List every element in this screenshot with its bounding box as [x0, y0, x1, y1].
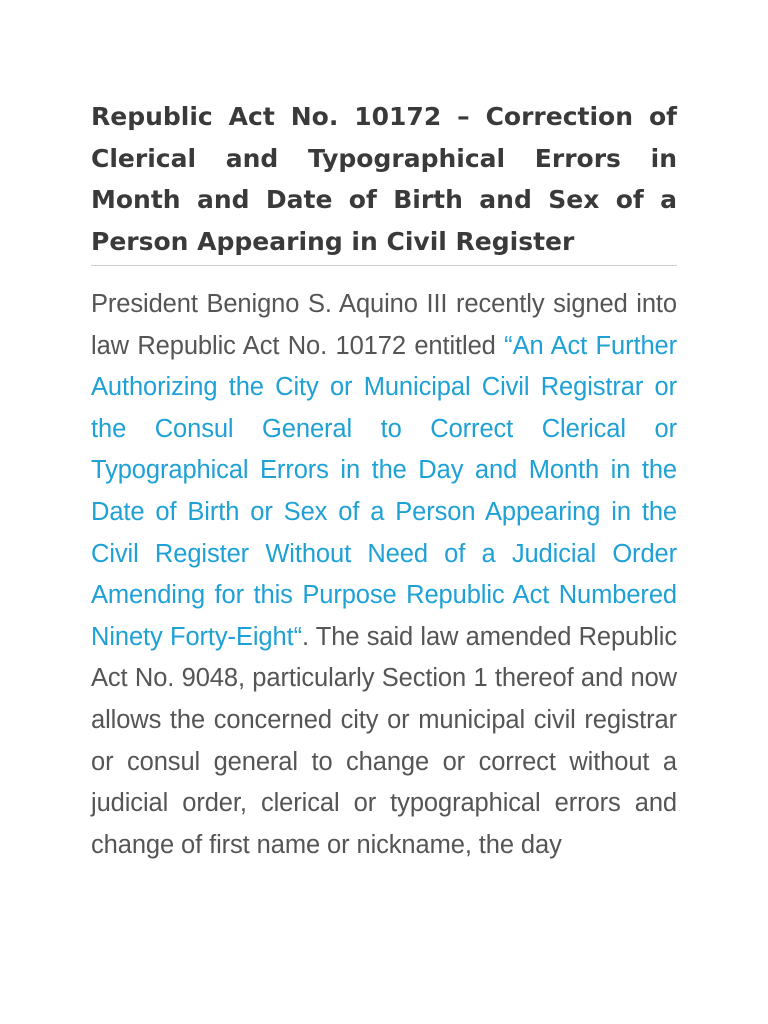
open-quote: “ — [504, 331, 513, 360]
article-title: Republic Act No. 10172 – Correction of Clerical and Typographical Errors in Month and Date of Birth and Sex of a Person Appearing in Civil Register — [91, 96, 677, 266]
article — [91, 96, 677, 866]
paragraph-rest: The said law amended Republic Act No. 9048, particularly Section 1 thereof and now allows the concerned city or municipal civil registrar or consul general to change or correct without a judicial order, clerical or typographical errors and change of first name or nickname, the day — [91, 622, 677, 859]
article-paragraph — [91, 284, 677, 866]
paragraph-period: . — [301, 622, 309, 651]
close-quote: “ — [293, 622, 302, 651]
act-title-link[interactable]: An Act Further Authorizing the City or Municipal Civil Registrar or the Consul General to Correct Clerical or Typographical Errors in the Day and Month in the Date of Birth or Sex of a Person Appearing in the Civil Register Without Need of a Judicial Order Amending for this Purpose Republic Act Numbered Ninety Forty-Eight — [91, 331, 678, 651]
paragraph-intro: President Benigno S. Aquino III recently signed into law Republic Act No. 10172 entitled — [91, 290, 677, 360]
